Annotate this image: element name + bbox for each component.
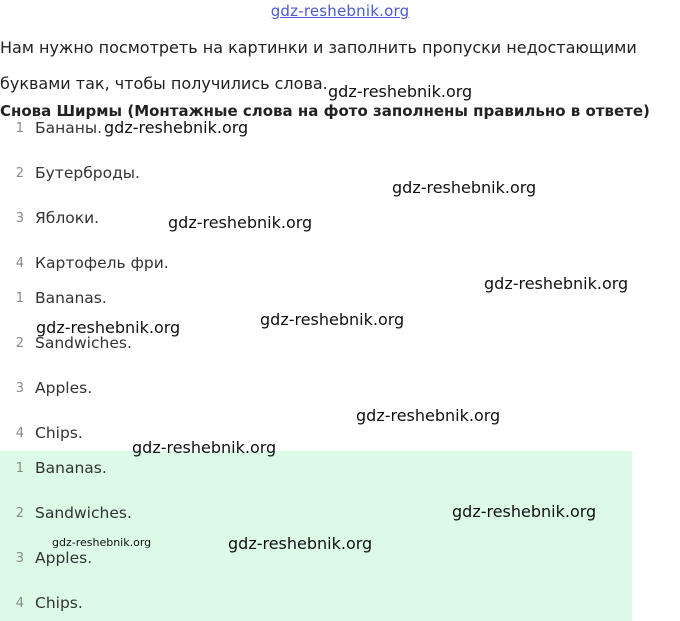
item-number: 3 (15, 550, 24, 566)
item-text: Картофель фри. (35, 254, 169, 272)
watermark: gdz-reshebnik.org (392, 178, 537, 197)
watermark: gdz-reshebnik.org (168, 213, 313, 232)
item-text: Sandwiches. (35, 334, 132, 352)
answer-item (0, 588, 83, 618)
item-text: Apples. (35, 379, 93, 397)
watermark: gdz-reshebnik.org (328, 82, 473, 101)
item-text: Bananas. (35, 289, 107, 307)
answer-item (0, 453, 107, 483)
item-number: 3 (15, 210, 24, 226)
item-number: 3 (15, 380, 24, 396)
watermark: gdz-reshebnik.org (356, 406, 501, 425)
watermark: gdz-reshebnik.org (228, 534, 373, 553)
item-number: 1 (15, 290, 24, 306)
item-text: Бутерброды. (35, 164, 140, 182)
item-text: Sandwiches. (35, 504, 132, 522)
item-number: 4 (15, 425, 24, 441)
item-number: 4 (15, 595, 24, 611)
item-text: Яблоки. (35, 209, 100, 227)
item-number: 1 (15, 120, 24, 136)
watermark: gdz-reshebnik.org (52, 536, 152, 549)
item-number: 2 (15, 165, 24, 181)
watermark: gdz-reshebnik.org (260, 310, 405, 329)
list-item (0, 248, 169, 278)
watermark: gdz-reshebnik.org (104, 118, 249, 137)
task-description: Нам нужно посмотреть на картинки и заполнить пропуски недостающими буквами так, чтобы получились слова. (0, 38, 637, 93)
item-text: Chips. (35, 424, 83, 442)
watermark: gdz-reshebnik.org (36, 318, 181, 337)
list-item (0, 203, 99, 233)
list-item (0, 113, 102, 143)
watermark: gdz-reshebnik.org (452, 502, 597, 521)
item-text: Chips. (35, 594, 83, 612)
list-item (0, 283, 107, 313)
item-text: Apples. (35, 549, 93, 567)
site-header-link[interactable]: gdz-reshebnik.org (270, 2, 410, 20)
item-number: 2 (15, 335, 24, 351)
list-item (0, 158, 140, 188)
watermark: gdz-reshebnik.org (132, 438, 277, 457)
list-item (0, 373, 92, 403)
cut-off-text: Снова Ширмы (Монтажные слова на фото заполнены правильно в ответе) (0, 102, 650, 120)
list-item (0, 418, 83, 448)
cut-off-text-line (0, 100, 650, 120)
item-text: Бананы. (35, 119, 103, 137)
item-number: 1 (15, 460, 24, 476)
answer-item (0, 498, 132, 528)
item-number: 2 (15, 505, 24, 521)
item-number: 4 (15, 255, 24, 271)
item-text: Bananas. (35, 459, 107, 477)
watermark: gdz-reshebnik.org (484, 274, 629, 293)
